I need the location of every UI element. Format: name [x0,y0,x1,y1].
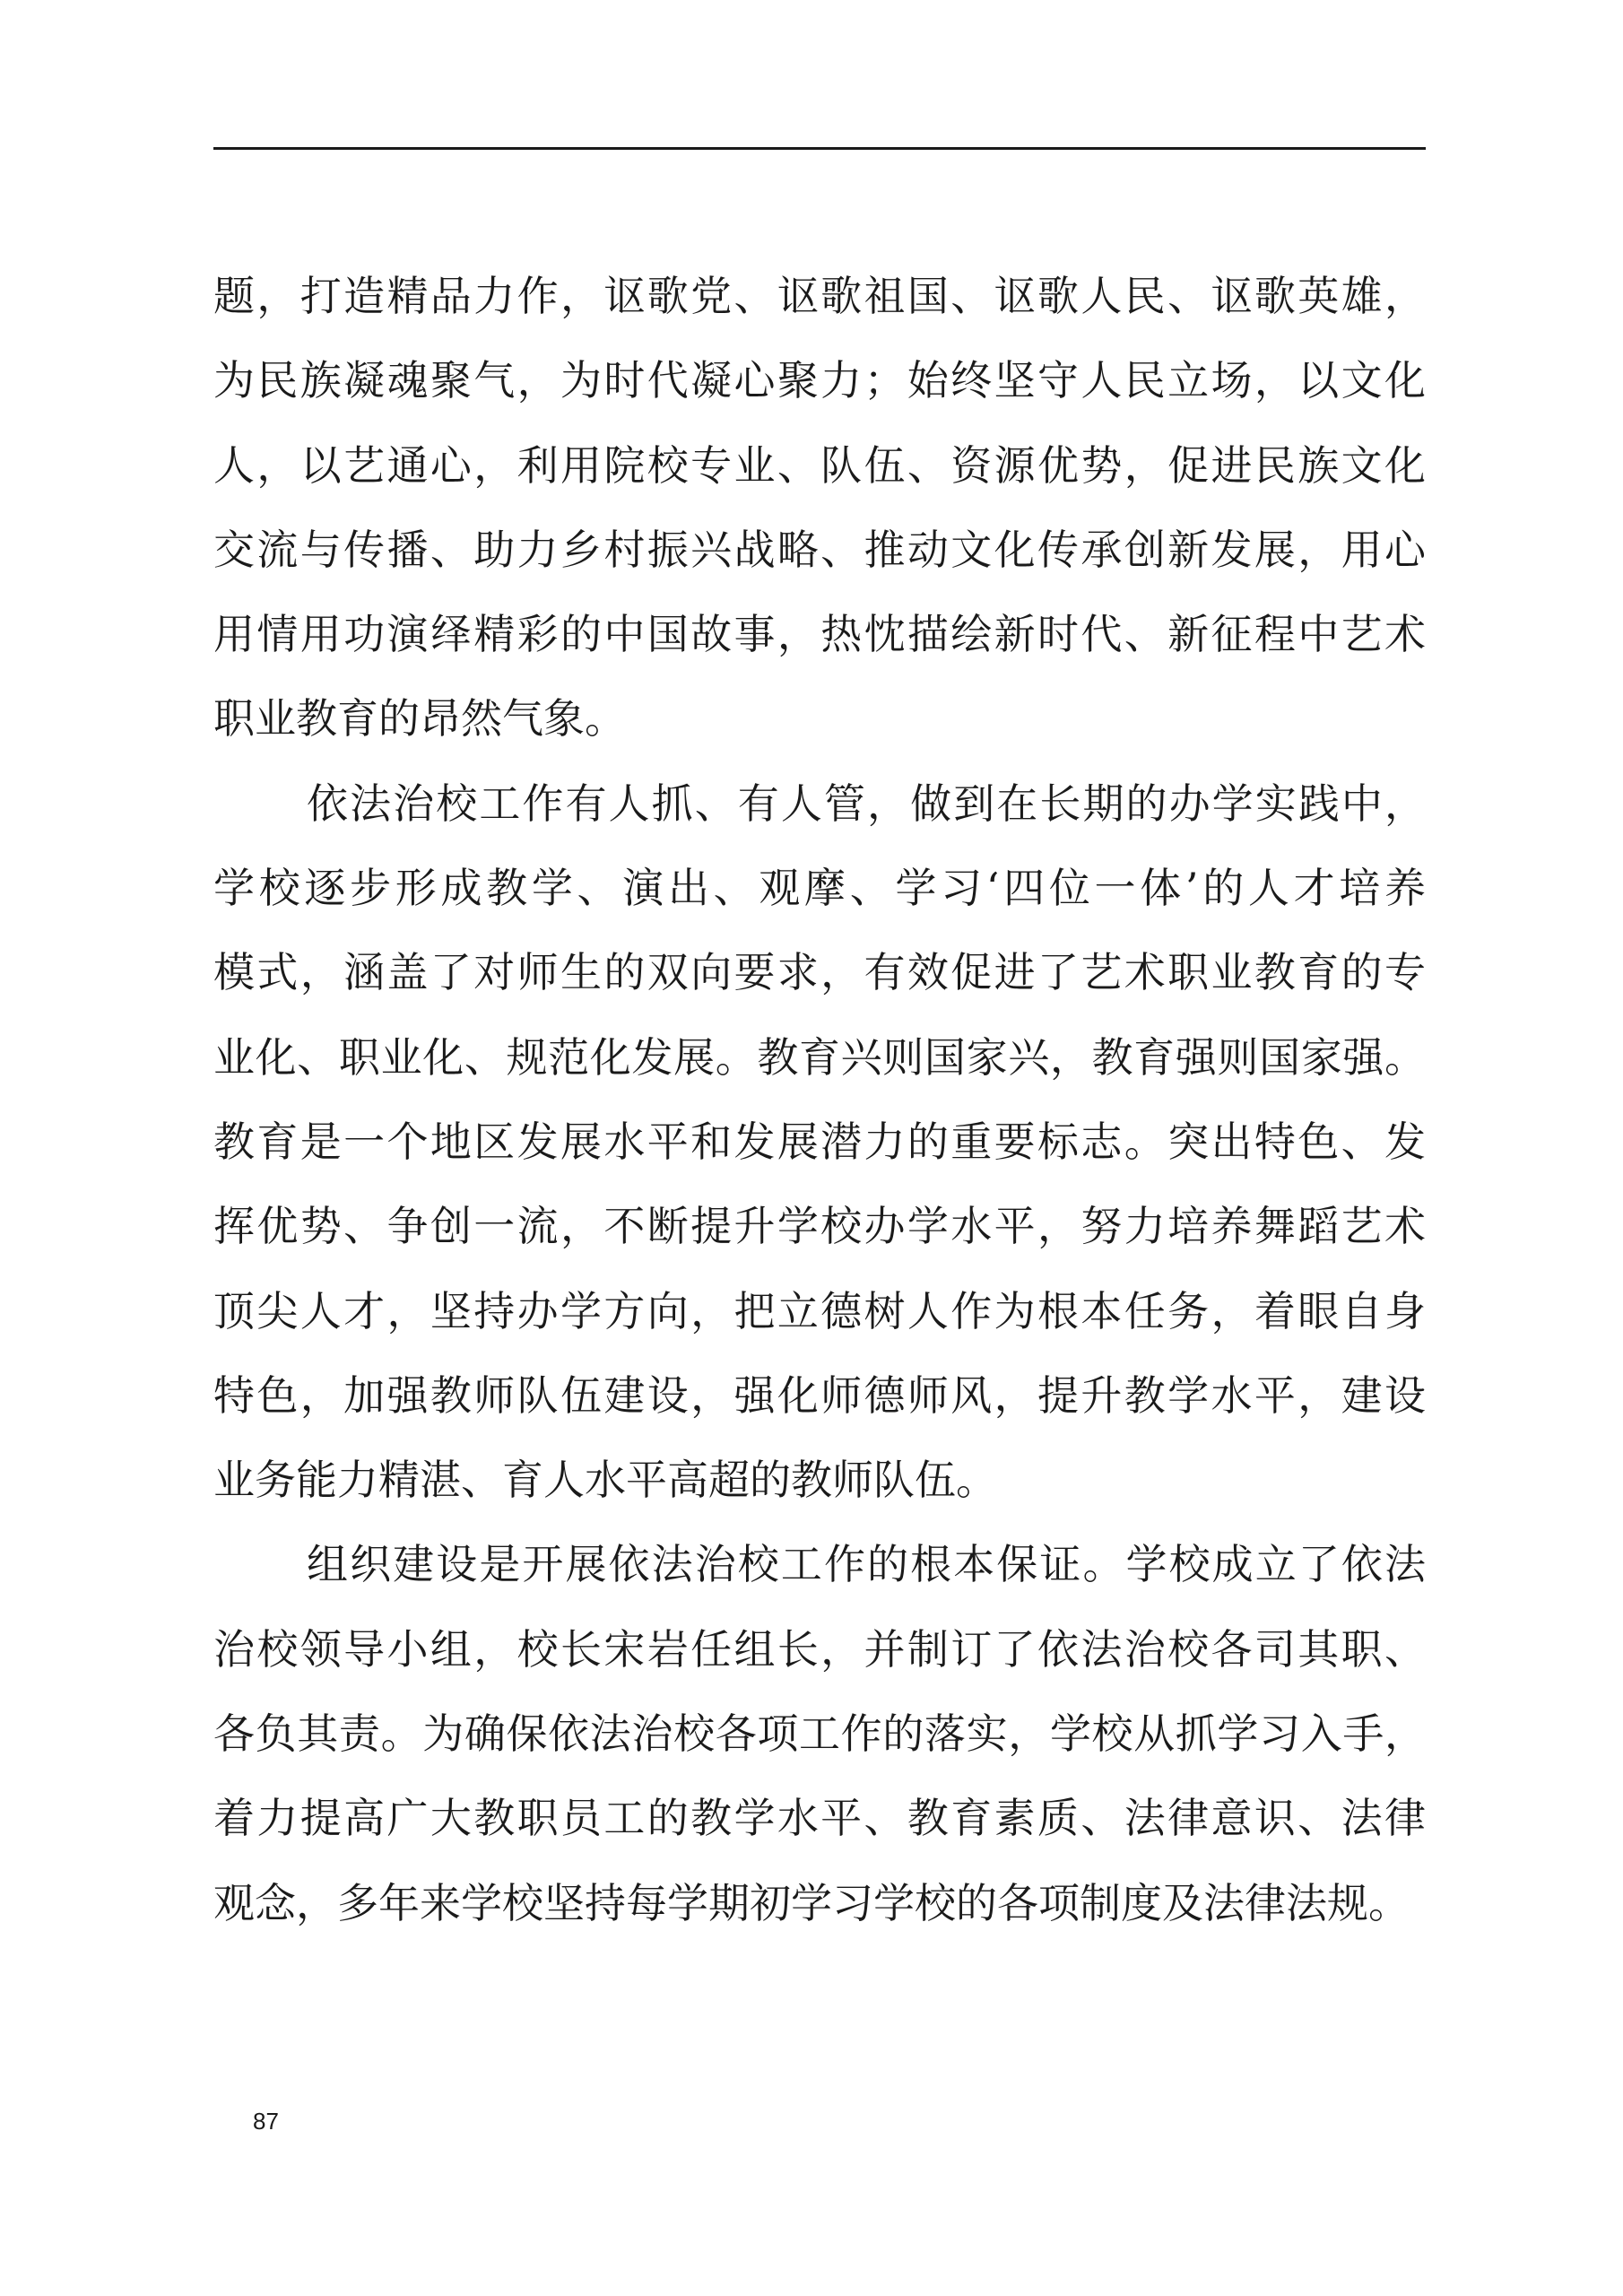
paragraph-2-line: 依法治校工作有人抓、有人管，做到在长期的办学实践中， [307,778,1426,828]
paragraph-1-line: 人，以艺通心，利用院校专业、队伍、资源优势，促进民族文化 [213,440,1426,490]
paragraph-3-line: 各负其责。为确保依法治校各项工作的落实，学校从抓学习入手， [213,1709,1426,1759]
paragraph-2-line: 业务能力精湛、育人水平高超的教师队伍。 [213,1456,997,1505]
paragraph-3-line: 治校领导小组，校长宋岩任组长，并制订了依法治校各司其职、 [213,1624,1426,1674]
paragraph-2-line: 顶尖人才，坚持办学方向，把立德树人作为根本任务，着眼自身 [213,1286,1426,1335]
paragraph-1-line: 职业教育的昂然气象。 [213,694,626,744]
paragraph-2-line: 特色，加强教师队伍建设，强化师德师风，提升教学水平，建设 [213,1370,1426,1420]
paragraph-1-line: 用情用功演绎精彩的中国故事，热忱描绘新时代、新征程中艺术 [213,610,1426,659]
paragraph-3-line: 组织建设是开展依法治校工作的根本保证。学校成立了依法 [307,1540,1426,1589]
paragraph-1-line: 题，打造精品力作，讴歌党、讴歌祖国、讴歌人民、讴歌英雄， [213,272,1426,320]
paragraph-1-line: 为民族凝魂聚气，为时代凝心聚力；始终坚守人民立场，以文化 [213,356,1426,405]
header-rule [213,147,1426,150]
paragraph-1-line: 交流与传播、助力乡村振兴战略、推动文化传承创新发展，用心 [213,525,1426,574]
paragraph-2-line: 挥优势、争创一流，不断提升学校办学水平，努力培养舞蹈艺术 [213,1202,1426,1251]
paragraph-2-line: 教育是一个地区发展水平和发展潜力的重要标志。突出特色、发 [213,1117,1426,1166]
body-text [213,254,1426,1945]
paragraph-3-line: 着力提高广大教职员工的教学水平、教育素质、法律意识、法律 [213,1794,1426,1843]
paragraph-2-line: 学校逐步形成教学、演出、观摩、学习‘四位一体’的人才培养 [213,864,1426,913]
paragraph-2-line: 业化、职业化、规范化发展。教育兴则国家兴，教育强则国家强。 [213,1032,1426,1082]
page-number: 87 [253,2108,279,2135]
paragraph-3-line: 观念，多年来学校坚持每学期初学习学校的各项制度及法律法规。 [213,1878,1410,1927]
paragraph-2-line: 模式，涵盖了对师生的双向要求，有效促进了艺术职业教育的专 [213,948,1426,997]
